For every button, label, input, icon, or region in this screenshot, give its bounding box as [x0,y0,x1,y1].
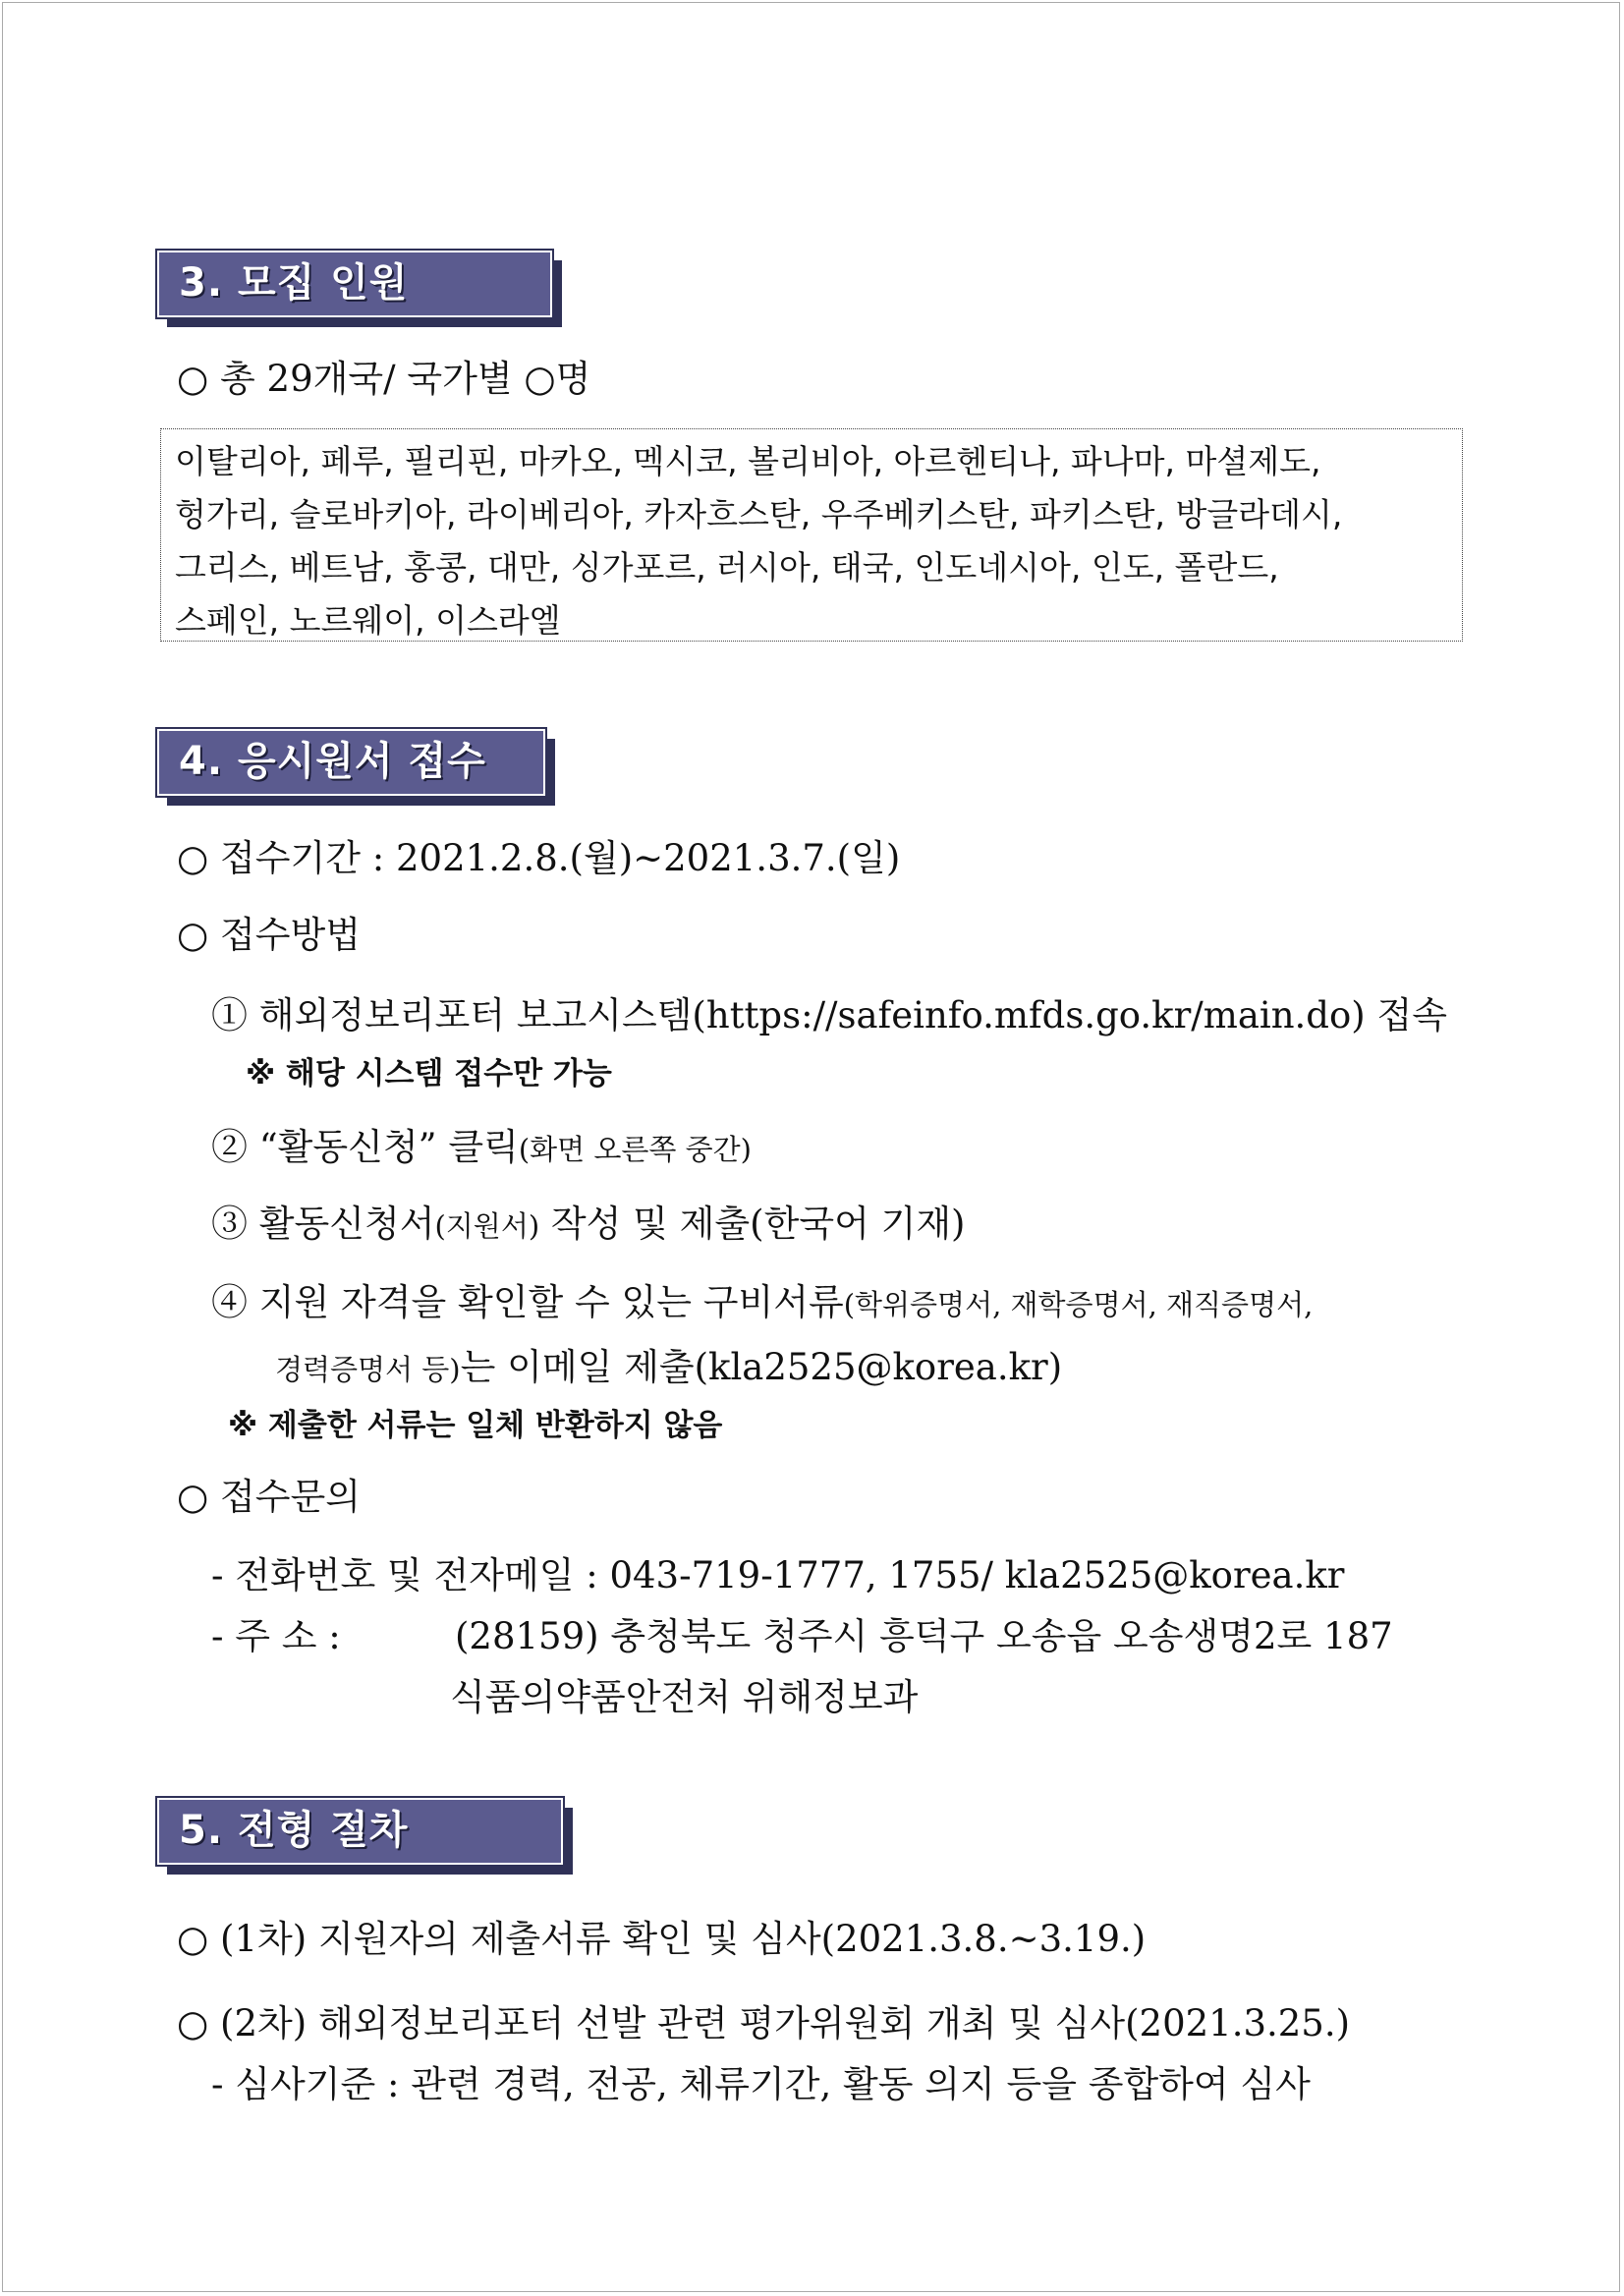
method-step-1: ① 해외정보리포터 보고시스템(https://safeinfo.mfds.go.kr/main.do) 접속 [211,994,1447,1036]
method-step-2-detail: (화면 오른쪽 중간) [518,1133,752,1166]
method-step-1-note: ※ 해당 시스템 접수만 가능 [246,1056,612,1092]
section-3-title: 3. 모집 인원 [179,260,409,306]
selection-criteria: - 심사기준 : 관련 경력, 전공, 체류기간, 활동 의지 등을 종합하여 심사 [211,2063,1311,2105]
method-step-3 [211,1201,966,1250]
application-period: ○ 접수기간 : 2021.2.8.(월)~2021.3.7.(일) [177,837,901,879]
country-line: 이탈리아, 페루, 필리핀, 마카오, 멕시코, 볼리비아, 아르헨티나, 파나마, 마셜제도, [175,442,1321,480]
application-method-heading: ○ 접수방법 [177,914,362,956]
section-3-header [157,251,552,317]
method-step-4-text: ④ 지원 자격을 확인할 수 있는 구비서류 [211,1281,844,1323]
method-step-4-text-2: 는 이메일 제출(kla2525@korea.kr) [460,1346,1063,1388]
country-list-box [160,428,1463,642]
recruit-total: ○ 총 29개국/ 국가별 ○명 [177,358,591,400]
method-step-3-detail: (지원서) [434,1209,540,1243]
country-line: 스페인, 노르웨이, 이스라엘 [175,601,561,640]
method-step-4-detail-2: 경력증명서 등) [275,1353,461,1386]
section-4-header [157,729,545,796]
inquiry-address-label: - 주 소 : [211,1615,341,1657]
country-line: 그리스, 베트남, 홍콩, 대만, 싱가포르, 러시아, 태국, 인도네시아, 인도, 폴란드, [175,548,1279,587]
country-line: 헝가리, 슬로바키아, 라이베리아, 카자흐스탄, 우주베키스탄, 파키스탄, 방글라데시, [175,495,1343,533]
inquiry-contact: - 전화번호 및 전자메일 : 043-719-1777, 1755/ kla2525@korea.kr [211,1554,1345,1596]
section-5-header [157,1798,563,1865]
method-step-2 [211,1124,752,1173]
section-5-title: 5. 전형 절차 [179,1808,409,1853]
method-step-4-note: ※ 제출한 서류는 일체 반환하지 않음 [228,1408,723,1443]
method-step-4 [211,1279,1313,1328]
selection-step-1: ○ (1차) 지원자의 제출서류 확인 및 심사(2021.3.8.~3.19.) [177,1918,1147,1960]
selection-step-2: ○ (2차) 해외정보리포터 선발 관련 평가위원회 개최 및 심사(2021.3.25.) [177,2002,1351,2044]
method-step-3-text: ③ 활동신청서 [211,1203,435,1245]
section-4-title: 4. 응시원서 접수 [179,739,486,784]
inquiry-address-line-1: (28159) 충청북도 청주시 흥덕구 오송읍 오송생명2로 187 [455,1615,1393,1657]
inquiry-address-line-2: 식품의약품안전처 위해정보과 [450,1676,919,1718]
method-step-4-detail: (학위증명서, 재학증명서, 재직증명서, [843,1288,1314,1321]
method-step-3-text-2: 작성 및 제출(한국어 기재) [539,1203,966,1245]
method-step-2-text: ② “활동신청” 클릭 [211,1126,519,1168]
inquiry-heading: ○ 접수문의 [177,1476,362,1518]
method-step-4-cont [275,1344,1062,1393]
